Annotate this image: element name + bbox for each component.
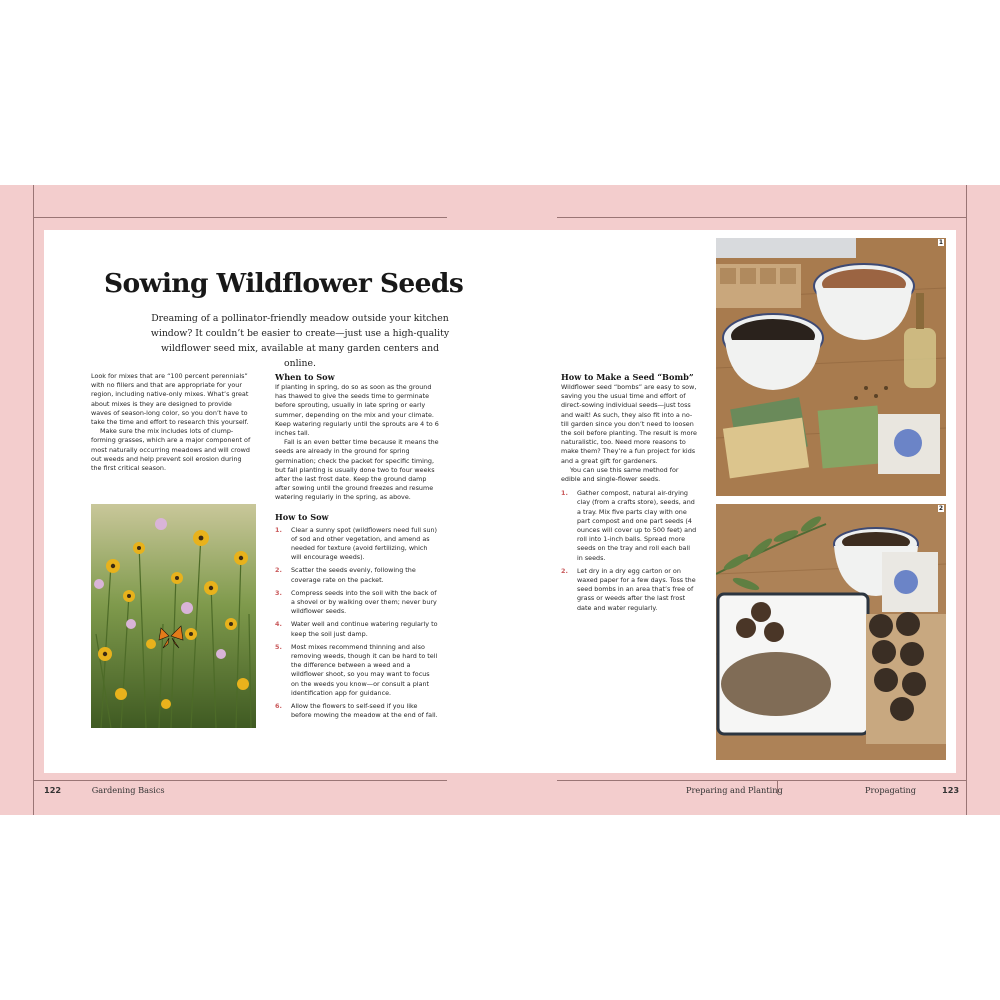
page-number-left: 122: [44, 785, 62, 795]
footer-section-label: Propagating: [865, 785, 917, 795]
column-1-text: [91, 372, 253, 473]
intro-text: Dreaming of a pollinator-friendly meadow outside your kitchen window? It couldn’t be easier to create—just use a high-quality wildflower seed mix, available at many garden centers and online.: [150, 313, 450, 369]
step-text: Allow the flowers to self-seed if you like before mowing the meadow at the end of fall.: [291, 702, 438, 720]
step-text: Gather compost, natural air-drying clay (from a crafts store), seeds, and a tray. Mix five parts clay with one part compost and one part seeds (4 ounces will cover up to 500 feet) and roll into 1-inch balls. Spread more seeds on the tray and roll each ball in seeds.: [577, 489, 697, 562]
footer-chapter-label: Preparing and Planting: [686, 785, 783, 795]
header-rule-right: [557, 217, 966, 218]
step-text: Water well and continue watering regularly to keep the soil just damp.: [291, 620, 438, 638]
list-item: [275, 589, 439, 617]
step-number: 1.: [275, 525, 282, 534]
step-text: Compress seeds into the soil with the back of a shovel or by walking over them; never bury wildflower seeds.: [291, 588, 437, 616]
step-number: 2.: [561, 566, 568, 575]
step-number: 2.: [275, 566, 282, 575]
footer-left: [44, 785, 165, 795]
step-number: 3.: [275, 588, 282, 597]
list-item: [275, 702, 439, 720]
when-paragraph-2: Fall is an even better time because it means the seeds are already in the ground for spring germination; check the packet for specific timing, but fall planting is usually done two to four weeks after the last frost date. Keep the ground damp after sowing until the ground freezes and resume watering regularly in the spring, as above.: [275, 438, 439, 502]
page-edge-line-right: [966, 185, 967, 815]
seed-bomb-steps: [561, 489, 697, 613]
section-label-left: Gardening Basics: [91, 785, 165, 795]
step-text: Scatter the seeds evenly, following the coverage rate on the packet.: [291, 566, 416, 584]
seed-bomb-heading: How to Make a Seed “Bomb”: [561, 372, 694, 382]
column-3-text: [561, 372, 697, 617]
footer-rule-right: [557, 780, 966, 781]
how-to-sow-steps: [275, 526, 439, 721]
page-number-right: 123: [942, 785, 960, 795]
step-text: Clear a sunny spot (wildflowers need full sun) of sod and other vegetation, and amend as needed for texture (avoid fertilizing, which will encourage weeds).: [291, 525, 438, 562]
step-number: 1.: [561, 489, 568, 498]
seed-bombs-photo: [716, 504, 946, 760]
page-title: Sowing Wildflower Seeds: [104, 268, 464, 299]
when-to-sow-heading: When to Sow: [275, 372, 335, 382]
step-text: Let dry in a dry egg carton or on waxed paper for a few days. Toss the seed bombs in an area that’s free of grass or weeds after the last frost date and water regularly.: [577, 566, 696, 612]
step-number: 5.: [275, 642, 282, 651]
list-item: [561, 489, 697, 563]
column-2-text: [275, 372, 439, 725]
when-paragraph-1: If planting in spring, do so as soon as the ground has thawed to give the seeds time to germinate before sprouting, usually in late spring or early summer, depending on the mix and your climate. Keep watering regularly until the sprouts are 4 to 6 inches tall.: [275, 383, 439, 438]
page-edge-line-left: [33, 185, 34, 815]
step-number: 4.: [275, 620, 282, 629]
list-item: [561, 567, 697, 613]
footer-rule-left: [33, 780, 447, 781]
seed-bomb-paragraph-1: Wildflower seed “bombs” are easy to sow, saving you the usual time and effort of direct-sowing individual seeds—just toss and wait! As such, they also fit into a no-till garden since you don’t need to loosen the soil before planting. The result is more naturalistic, too. Need more reasons to make them? They’re a fun project for kids and a great gift for gardeners.: [561, 383, 697, 465]
col1-paragraph-1: Look for mixes that are “100 percent perennials” with no fillers and that are appropriate for your region, including native-only mixes. What’s great about mixes is they are designed to provide waves of season-long color, so you don’t have to take the time and effort to research this yourself.: [91, 372, 249, 427]
header-rule-left: [33, 217, 447, 218]
list-item: [275, 620, 439, 638]
step-text: Most mixes recommend thinning and also removing weeds, though it can be hard to tell the difference between a weed and a wildflower shoot, so you may want to focus on the weeds you know—or consult a plant identification app for guidance.: [291, 642, 438, 697]
how-to-sow-heading: How to Sow: [275, 511, 329, 522]
seed-supplies-photo: [716, 238, 946, 496]
step-number: 6.: [275, 702, 282, 711]
col1-paragraph-2: Make sure the mix includes lots of clump-forming grasses, which are a major component of most naturally occurring meadows and will crowd out weeds and help prevent soil erosion during the first critical season.: [91, 427, 251, 473]
wildflower-meadow-photo: [91, 504, 256, 728]
list-item: [275, 643, 439, 698]
list-item: [275, 526, 439, 563]
photo-number-2: 2: [938, 505, 943, 512]
list-item: [275, 566, 439, 584]
photo-number-1: 1: [938, 239, 943, 246]
seed-bomb-paragraph-2: You can use this same method for edible and single-flower seeds.: [561, 465, 679, 484]
